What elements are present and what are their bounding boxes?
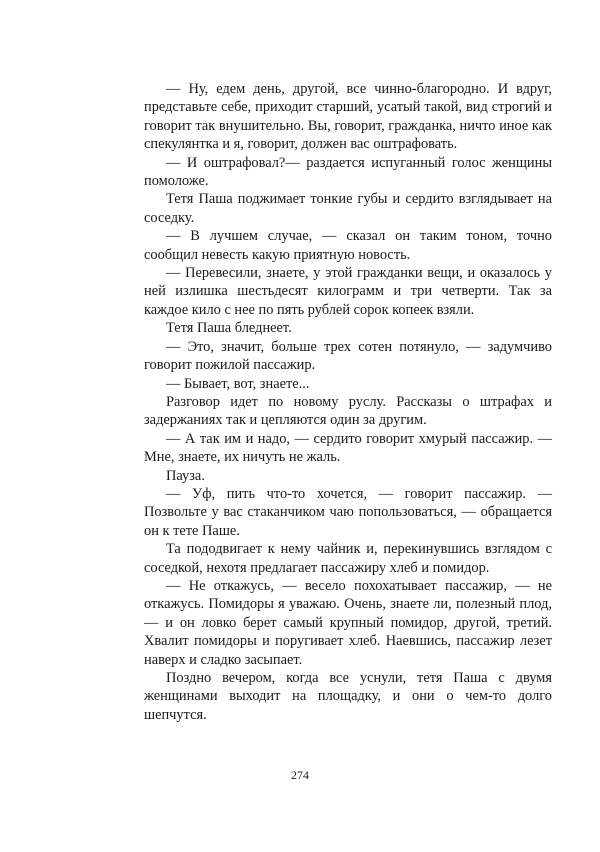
paragraph: Пауза. (166, 467, 205, 484)
paragraph: — Уф, пить что-то хочется, — говорит пассажир. — Позвольте у вас стаканчиком чаю попользоваться, — обращается он к тете Паше. (144, 485, 552, 539)
paragraph: — В лучшем случае, — сказал он таким тоном, точно сообщил невесть какую приятную новость. (144, 228, 552, 263)
paragraph: — Бывает, вот, знаете... (166, 375, 310, 392)
paragraph: Тетя Паша бледнеет. (166, 320, 292, 337)
paragraph: — И оштрафовал?— раздается испуганный голос женщины помоложе. (144, 154, 552, 190)
paragraph: Поздно вечером, когда все уснули, тетя Паша с двумя женщинами выходит на площадку, и они о чем-то долго шепчутся. (144, 670, 552, 723)
body-text (144, 80, 552, 724)
paragraph: Разговор идет по новому руслу. Рассказы о штрафах и задержаниях так и цепляются один за другим. (144, 393, 552, 429)
paragraph: — Не откажусь, — весело похохатывает пассажир, — не откажусь. Помидоры я уважаю. Очень, знаете ли, полезный плод, — и он ловко берет самый крупный помидор, другой, третий. Хвалит помидоры и поругивает хлеб. Наевшись, пассажир лезет наверх и сладко засыпает. (144, 577, 552, 668)
paragraph: Тетя Паша поджимает тонкие губы и сердито взглядывает на соседку. (144, 191, 552, 226)
paragraph: — Перевесили, знаете, у этой гражданки вещи, и оказалось у ней излишка шестьдесят килограмм и три четверти. Так за каждое кило с нее по пять рублей сорок копеек взяли. (144, 265, 552, 318)
paragraph: — Это, значит, больше трех сотен потянуло, — задумчиво говорит пожилой пассажир. (144, 338, 552, 374)
page-number: 274 (291, 768, 309, 782)
paragraph: Та пододвигает к нему чайник и, перекинувшись взглядом с соседкой, нехотя предлагает пассажиру хлеб и помидор. (144, 541, 552, 576)
paragraph: — Ну, едем день, другой, все чинно-благородно. И вдруг, представьте себе, приходит старший, усатый такой, вид строгий и говорит так внушительно. Вы, говорит, гражданка, ничто иное как спекулянтка и я, говорит, должен вас оштрафовать. (144, 81, 552, 153)
paragraph: — А так им и надо, — сердито говорит хмурый пассажир. — Мне, знаете, их ничуть не жаль. (144, 430, 552, 466)
